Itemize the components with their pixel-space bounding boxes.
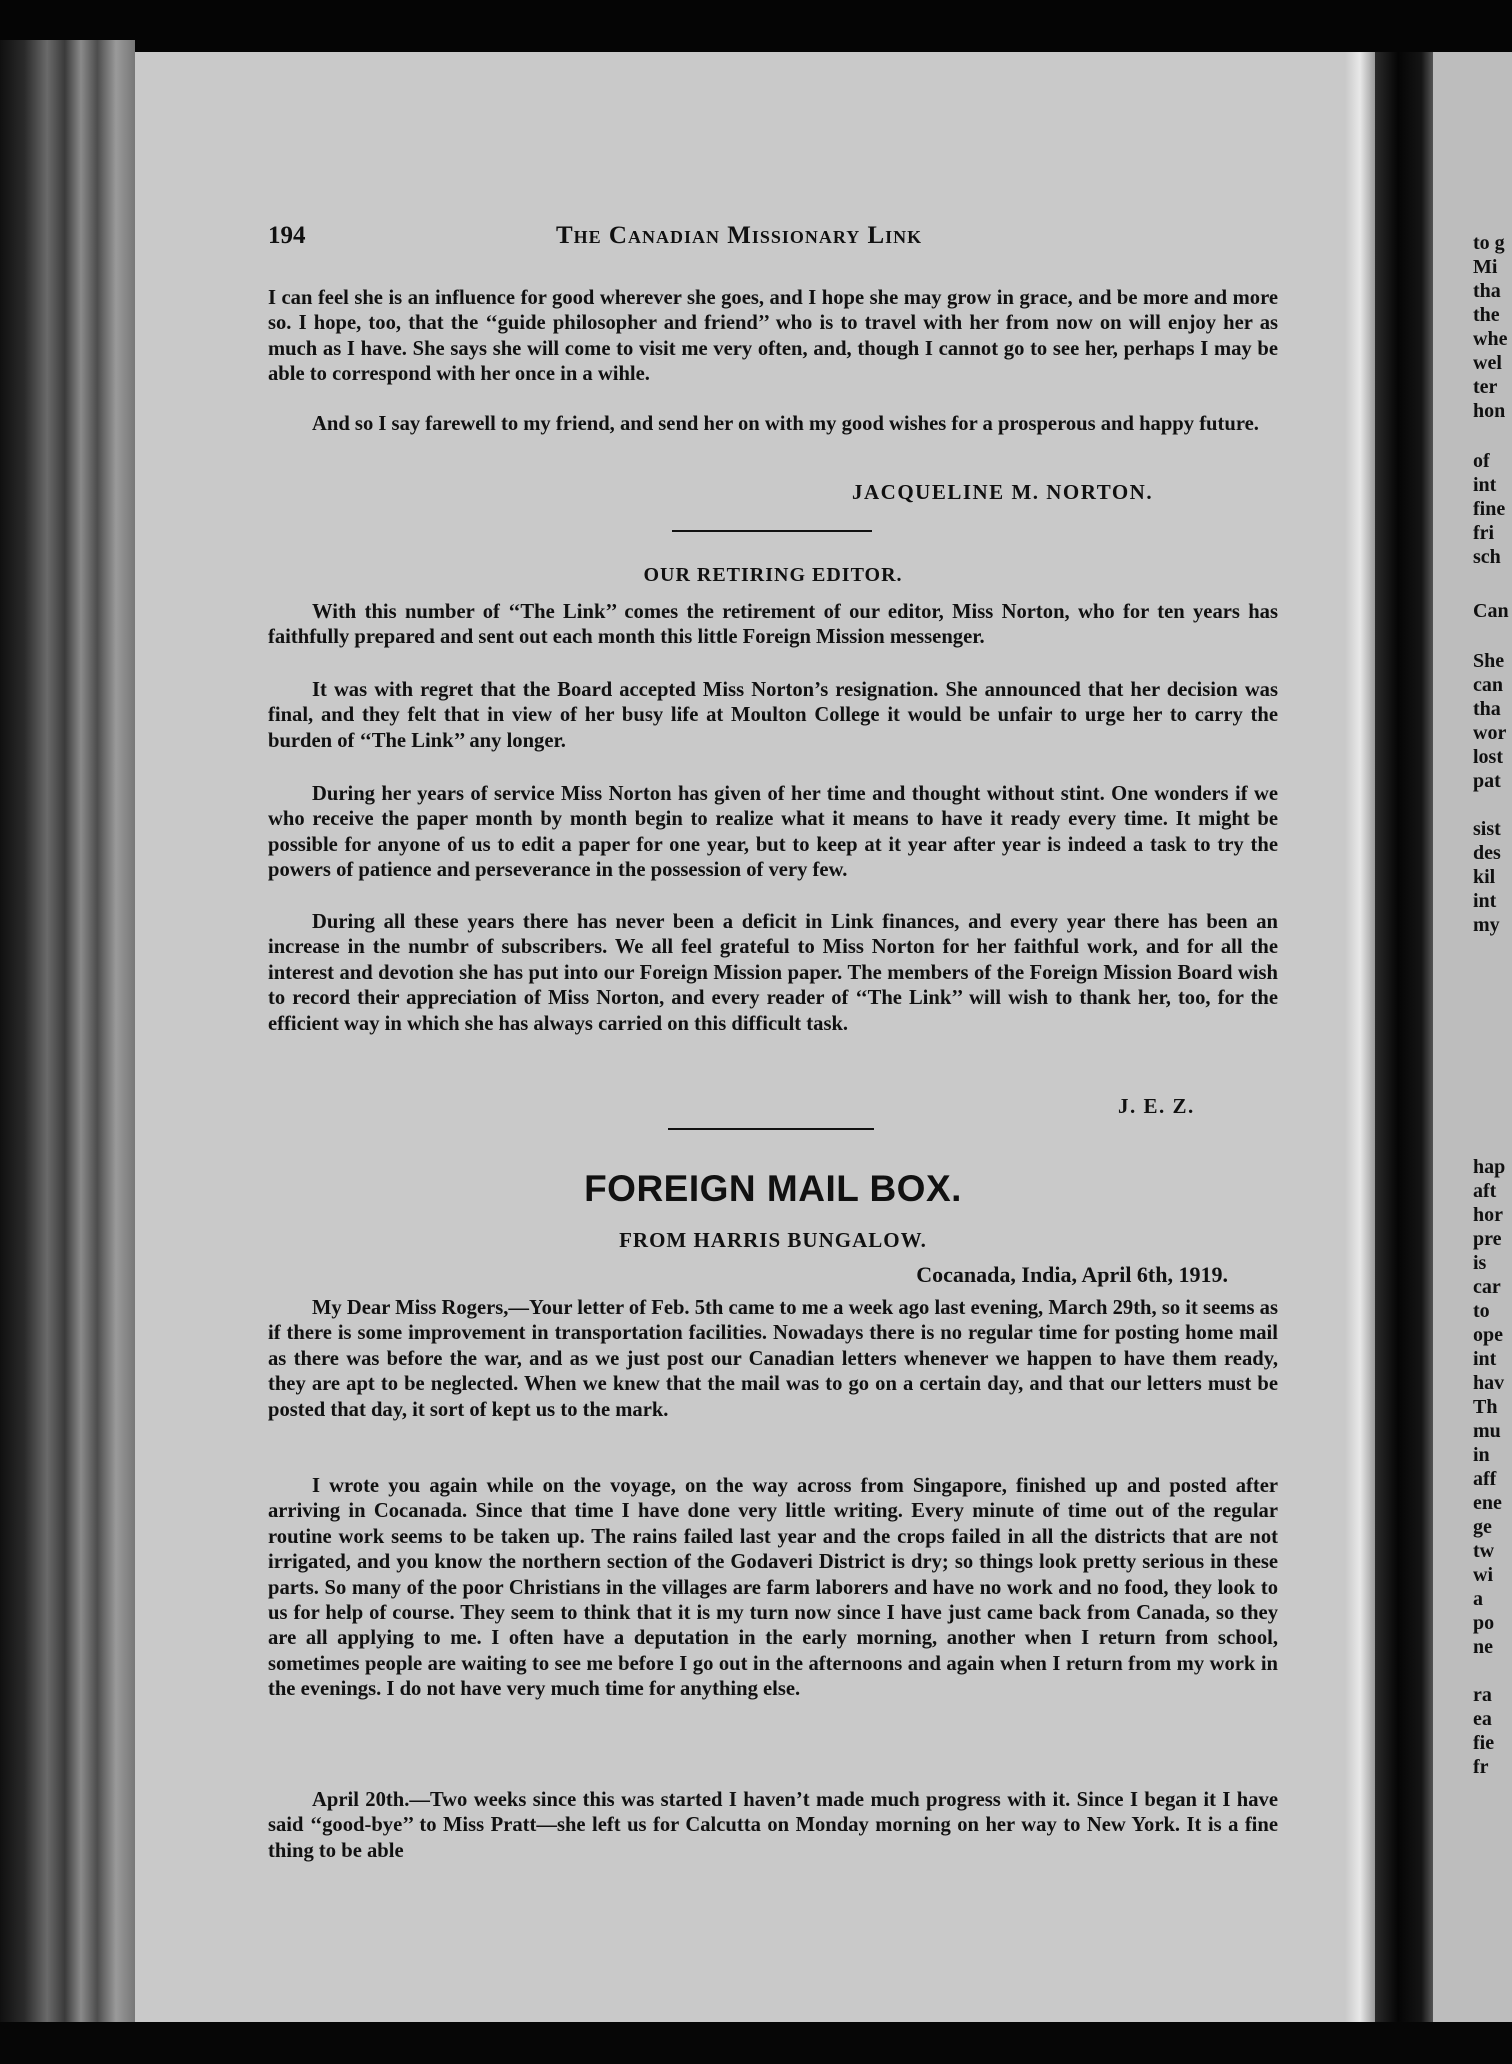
facing-page-fragment: can bbox=[1473, 674, 1503, 696]
facing-page-fragment: car bbox=[1473, 1276, 1501, 1298]
facing-page-fragment: whe bbox=[1473, 328, 1508, 350]
facing-page-fragment: the bbox=[1473, 304, 1500, 326]
facing-page-fragment: a bbox=[1473, 1588, 1483, 1610]
facing-page-fragment: pat bbox=[1473, 770, 1501, 792]
book-gutter bbox=[1375, 52, 1433, 2022]
facing-page-fragment: des bbox=[1473, 842, 1501, 864]
section-divider bbox=[672, 530, 872, 532]
facing-page-fragment: kil bbox=[1473, 866, 1496, 888]
facing-page-fragment: fie bbox=[1473, 1732, 1495, 1754]
facing-page-fragment: wor bbox=[1473, 722, 1507, 744]
facing-page-fragment: tha bbox=[1473, 280, 1501, 302]
facing-page-fragment: to g bbox=[1473, 232, 1505, 254]
facing-page-fragment: ne bbox=[1473, 1636, 1493, 1658]
facing-page-fragment: int bbox=[1473, 474, 1497, 496]
section-title: FOREIGN MAIL BOX. bbox=[584, 1168, 962, 1209]
article-signature: J. E. Z. bbox=[1118, 1094, 1195, 1118]
article-heading: OUR RETIRING EDITOR. bbox=[643, 564, 903, 586]
article-paragraph: During all these years there has never been a deficit in Link finances, and every year there has been an increase in the numbr of subscribers. We all feel grateful to Miss Norton for her faithful work, and for all the interest and devotion she has put into our Foreign Mission paper. The members of the Foreign Mission Board wish to record their appreciation of Miss Norton, and every reader of ‘‘The Link’’ will wish to thank her, too, for the efficient way in which she has always carried on this difficult task. bbox=[268, 911, 1278, 1035]
letter-paragraph: I can feel she is an influence for good wherever she goes, and I hope she may grow in grace, and be more and more so. I hope, too, that the ‘‘guide philosopher and friend’’ who is to travel with her from now on will enjoy her as much as I have. She says she will come to visit me very often, and, though I cannot go to see her, perhaps I may be able to correspond with her once in a wihle. bbox=[268, 287, 1278, 386]
scan-bottom-border bbox=[0, 2022, 1512, 2064]
mail-paragraph: I wrote you again while on the voyage, on the way across from Singapore, finished up and posted after arriving in Cocanada. Since that time I have done very little writing. Every minute of time out of the regular routine work seems to be taken up. The rains failed last year and the crops failed in all the districts that are not irrigated, and you know the northern section of the Godaveri District is dry; so things look pretty serious in these parts. So many of the poor Christians in the villages are farm laborers and have no work and no food, they look to us for help of course. They seem to think that it is my turn now since I have just came back from Canada, so they are all applying to me. I often have a deputation in the early morning, another when I return from school, sometimes people are waiting to see me before I go out in the afternoons and again when I return from my work in the evenings. I do not have very much time for anything else. bbox=[268, 1475, 1278, 1701]
facing-page-fragment: pre bbox=[1473, 1228, 1502, 1250]
facing-page-fragment: hav bbox=[1473, 1372, 1505, 1394]
facing-page-fragment: hor bbox=[1473, 1204, 1503, 1226]
letter-signature: JACQUELINE M. NORTON. bbox=[852, 480, 1154, 504]
facing-page-fragment: sch bbox=[1473, 546, 1501, 568]
facing-page-fragment: She bbox=[1473, 650, 1505, 672]
facing-page-fragment: int bbox=[1473, 1348, 1497, 1370]
article-paragraph: During her years of service Miss Norton has given of her time and thought without stint. One wonders if we who receive the paper month by month begin to realize what it means to have it ready every time. It might be possible for anyone of us to edit a paper for one year, but to keep at it year after year is indeed a task to try the powers of patience and perseverance in the possession of very few. bbox=[268, 783, 1278, 882]
letter-dateline: Cocanada, India, April 6th, 1919. bbox=[916, 1262, 1228, 1287]
facing-page-fragment: po bbox=[1473, 1612, 1495, 1634]
mail-paragraph: My Dear Miss Rogers,—Your letter of Feb. 5th came to me a week ago last evening, March 29th, so it seems as if there is some improvement in transportation facilities. Nowadays there is no regular time for posting home mail as there was before the war, and as we just post our Canadian letters whenever we happen to have them ready, they are apt to be neglected. When we knew that the mail was to go on a certain day, and that our letters must be posted that day, it sort of kept us to the mark. bbox=[268, 1297, 1278, 1421]
letter-paragraph: And so I say farewell to my friend, and send her on with my good wishes for a prosperous and happy future. bbox=[312, 413, 1259, 435]
facing-page-fragment: hap bbox=[1473, 1156, 1506, 1178]
facing-page-fragment: my bbox=[1473, 914, 1500, 936]
facing-page-fragment: of bbox=[1473, 450, 1490, 472]
page-number: 194 bbox=[268, 222, 306, 249]
facing-page-fragment: wel bbox=[1473, 352, 1502, 374]
section-subheading: FROM HARRIS BUNGALOW. bbox=[619, 1228, 927, 1252]
facing-page-fragment: Mi bbox=[1473, 256, 1498, 278]
facing-page-fragment: ge bbox=[1473, 1516, 1492, 1538]
facing-page-fragment: tw bbox=[1473, 1540, 1495, 1562]
facing-page-fragment: int bbox=[1473, 890, 1497, 912]
facing-page-edge bbox=[1433, 52, 1512, 2022]
running-title: The Canadian Missionary Link bbox=[556, 222, 923, 249]
mail-paragraph: April 20th.—Two weeks since this was started I haven’t made much progress with it. Since I began it I have said ‘‘good-bye’’ to Miss Pratt—she left us for Calcutta on Monday morning on her way to New York. It is a fine thing to be able bbox=[268, 1789, 1278, 1862]
facing-page-fragment: hon bbox=[1473, 400, 1506, 422]
book-spine-edge bbox=[0, 40, 135, 2030]
facing-page-fragment: ea bbox=[1473, 1708, 1492, 1730]
facing-page-fragment: Can bbox=[1473, 600, 1509, 622]
facing-page-fragment: sist bbox=[1473, 818, 1501, 840]
facing-page-fragment: fine bbox=[1473, 498, 1506, 520]
facing-page-fragment: Th bbox=[1473, 1396, 1498, 1418]
facing-page-fragment: in bbox=[1473, 1444, 1490, 1466]
facing-page-fragment: aff bbox=[1473, 1468, 1497, 1490]
facing-page-fragment: tha bbox=[1473, 698, 1501, 720]
facing-page-fragment: aft bbox=[1473, 1180, 1497, 1202]
facing-page-fragment: is bbox=[1473, 1252, 1487, 1274]
running-header bbox=[268, 222, 1278, 258]
scan-top-border bbox=[0, 0, 1512, 52]
article-paragraph: With this number of ‘‘The Link’’ comes the retirement of our editor, Miss Norton, who for ten years has faithfully prepared and sent out each month this little Foreign Mission messenger. bbox=[268, 601, 1278, 649]
facing-page-fragment: ra bbox=[1473, 1684, 1492, 1706]
facing-page-fragment: ter bbox=[1473, 376, 1498, 398]
facing-page-fragment: mu bbox=[1473, 1420, 1501, 1442]
facing-page-fragment: to bbox=[1473, 1300, 1490, 1322]
facing-page-fragment: ope bbox=[1473, 1324, 1503, 1346]
section-divider bbox=[668, 1128, 874, 1130]
facing-page-fragment: fr bbox=[1473, 1756, 1489, 1778]
facing-page-fragment: lost bbox=[1473, 746, 1503, 768]
facing-page-fragment: fri bbox=[1473, 522, 1495, 544]
article-paragraph: It was with regret that the Board accepted Miss Norton’s resignation. She announced that her decision was final, and they felt that in view of her busy life at Moulton College it would be unfair to urge her to carry the burden of ‘‘The Link’’ any longer. bbox=[268, 679, 1278, 752]
facing-page-fragment: wi bbox=[1473, 1564, 1493, 1586]
facing-page-fragment: ene bbox=[1473, 1492, 1502, 1514]
